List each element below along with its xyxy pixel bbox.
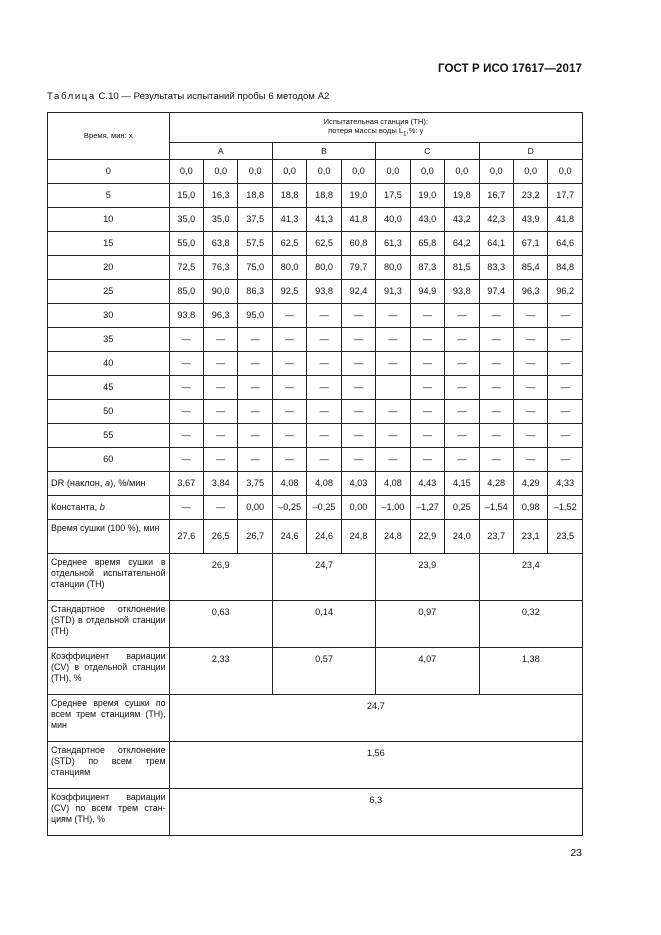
- overall-stat-row: [48, 742, 583, 789]
- table-row: [48, 280, 583, 304]
- table-row: [48, 160, 583, 184]
- value-cell: 43,2: [445, 208, 479, 232]
- value-cell: 0,0: [548, 160, 583, 184]
- constant-value: –1,52: [548, 496, 583, 520]
- time-cell: 20: [48, 256, 170, 280]
- value-cell: 97,4: [479, 280, 513, 304]
- value-cell: —: [513, 448, 547, 472]
- value-cell: 0,0: [169, 160, 203, 184]
- value-cell: —: [376, 400, 410, 424]
- value-cell: —: [272, 304, 306, 328]
- value-cell: —: [376, 448, 410, 472]
- value-cell: —: [341, 328, 375, 352]
- drying-time-value: 26,7: [238, 520, 272, 554]
- value-cell: 0,0: [513, 160, 547, 184]
- value-cell: 35,0: [204, 208, 238, 232]
- constant-value: 0,98: [513, 496, 547, 520]
- value-cell: 95,0: [238, 304, 272, 328]
- value-cell: 17,5: [376, 184, 410, 208]
- value-cell: —: [513, 400, 547, 424]
- value-cell: —: [479, 328, 513, 352]
- drying-time-value: 27,6: [169, 520, 203, 554]
- drying-time-value: 24,6: [307, 520, 341, 554]
- value-cell: —: [445, 352, 479, 376]
- time-cell: 50: [48, 400, 170, 424]
- time-cell: 0: [48, 160, 170, 184]
- value-cell: 42,3: [479, 208, 513, 232]
- constant-value: 0,00: [238, 496, 272, 520]
- value-cell: 63,8: [204, 232, 238, 256]
- station-stat-value: 1,38: [479, 648, 582, 695]
- value-cell: 90,0: [204, 280, 238, 304]
- dr-label: [48, 472, 170, 496]
- value-cell: 0,0: [376, 160, 410, 184]
- value-cell: 18,8: [307, 184, 341, 208]
- value-cell: 57,5: [238, 232, 272, 256]
- value-cell: 23,2: [513, 184, 547, 208]
- dr-value: 4,03: [341, 472, 375, 496]
- value-cell: —: [376, 352, 410, 376]
- caption-label: Таблица: [47, 91, 96, 102]
- station-c: C: [376, 143, 479, 160]
- value-cell: —: [445, 376, 479, 400]
- value-cell: —: [376, 328, 410, 352]
- value-cell: —: [238, 328, 272, 352]
- value-cell: —: [307, 448, 341, 472]
- value-cell: 60,8: [341, 232, 375, 256]
- table-row: [48, 376, 583, 400]
- overall-stat-row: [48, 789, 583, 836]
- value-cell: —: [307, 352, 341, 376]
- value-cell: —: [341, 400, 375, 424]
- value-cell: —: [272, 448, 306, 472]
- station-header-line1: Испытательная станция (ТН):: [323, 116, 428, 126]
- value-cell: 93,8: [169, 304, 203, 328]
- value-cell: —: [445, 304, 479, 328]
- station-header-line2-post: ,%: y: [406, 125, 424, 135]
- value-cell: —: [307, 424, 341, 448]
- value-cell: 18,8: [238, 184, 272, 208]
- overall-stat-label: Среднее время сушки по всем трем станциям (ТН), мин: [48, 695, 170, 742]
- value-cell: —: [272, 400, 306, 424]
- value-cell: —: [410, 448, 444, 472]
- value-cell: —: [341, 304, 375, 328]
- station-a: A: [169, 143, 272, 160]
- value-cell: 41,8: [341, 208, 375, 232]
- value-cell: 43,9: [513, 208, 547, 232]
- station-stat-value: 0,97: [376, 601, 479, 648]
- value-cell: 92,4: [341, 280, 375, 304]
- station-header: [169, 113, 582, 143]
- value-cell: —: [445, 424, 479, 448]
- value-cell: —: [204, 400, 238, 424]
- value-cell: —: [204, 448, 238, 472]
- drying-time-value: 24,8: [341, 520, 375, 554]
- value-cell: —: [238, 448, 272, 472]
- constant-row: [48, 496, 583, 520]
- value-cell: —: [479, 400, 513, 424]
- value-cell: —: [548, 328, 583, 352]
- value-cell: —: [307, 400, 341, 424]
- drying-time-value: 24,0: [445, 520, 479, 554]
- constant-label-pre: Константа,: [51, 501, 100, 512]
- value-cell: 96,2: [548, 280, 583, 304]
- table-row: [48, 232, 583, 256]
- drying-time-label: Время сушки (100 %), мин: [48, 520, 170, 554]
- station-header-line2-sub: 1: [403, 131, 407, 138]
- value-cell: —: [272, 424, 306, 448]
- value-cell: —: [513, 424, 547, 448]
- station-stat-value: 4,07: [376, 648, 479, 695]
- overall-stat-value: 1,56: [169, 742, 582, 789]
- station-stat-row: [48, 554, 583, 601]
- station-stat-label: Коэффициент вариации (CV) в отдельной станции (ТН), %: [48, 648, 170, 695]
- dr-value: 3,84: [204, 472, 238, 496]
- table-caption: [47, 91, 329, 102]
- value-cell: —: [410, 304, 444, 328]
- table-row: [48, 328, 583, 352]
- value-cell: 64,2: [445, 232, 479, 256]
- value-cell: 91,3: [376, 280, 410, 304]
- station-stat-value: 24,7: [272, 554, 375, 601]
- table-row: [48, 208, 583, 232]
- value-cell: —: [204, 376, 238, 400]
- value-cell: 0,0: [238, 160, 272, 184]
- station-stat-value: 26,9: [169, 554, 272, 601]
- value-cell: 76,3: [204, 256, 238, 280]
- value-cell: —: [204, 328, 238, 352]
- time-cell: 40: [48, 352, 170, 376]
- station-d: D: [479, 143, 582, 160]
- value-cell: —: [272, 376, 306, 400]
- value-cell: 64,1: [479, 232, 513, 256]
- value-cell: —: [445, 400, 479, 424]
- value-cell: 94,9: [410, 280, 444, 304]
- value-cell: 96,3: [204, 304, 238, 328]
- table-row: [48, 400, 583, 424]
- dr-value: 3,75: [238, 472, 272, 496]
- table-row: [48, 352, 583, 376]
- overall-stat-value: 24,7: [169, 695, 582, 742]
- value-cell: 0,0: [479, 160, 513, 184]
- dr-value: 3,67: [169, 472, 203, 496]
- station-stat-value: 0,63: [169, 601, 272, 648]
- station-stat-value: 0,32: [479, 601, 582, 648]
- dr-value: 4,08: [272, 472, 306, 496]
- constant-value: —: [169, 496, 203, 520]
- time-cell: 30: [48, 304, 170, 328]
- value-cell: 87,3: [410, 256, 444, 280]
- dr-label-var: a: [104, 477, 111, 488]
- value-cell: —: [548, 304, 583, 328]
- value-cell: 0,0: [410, 160, 444, 184]
- value-cell: —: [548, 376, 583, 400]
- drying-time-value: 23,1: [513, 520, 547, 554]
- table-row: [48, 424, 583, 448]
- value-cell: —: [307, 328, 341, 352]
- time-cell: 60: [48, 448, 170, 472]
- drying-time-value: 23,7: [479, 520, 513, 554]
- value-cell: —: [513, 304, 547, 328]
- value-cell: —: [548, 400, 583, 424]
- station-stat-value: 23,9: [376, 554, 479, 601]
- value-cell: —: [307, 304, 341, 328]
- value-cell: —: [513, 376, 547, 400]
- value-cell: —: [169, 328, 203, 352]
- overall-stat-row: [48, 695, 583, 742]
- header-row: [48, 113, 583, 143]
- value-cell: 80,0: [307, 256, 341, 280]
- value-cell: —: [410, 400, 444, 424]
- drying-time-value: 23,5: [548, 520, 583, 554]
- constant-value: –1,00: [376, 496, 410, 520]
- time-cell: 25: [48, 280, 170, 304]
- value-cell: 0,0: [272, 160, 306, 184]
- value-cell: 96,3: [513, 280, 547, 304]
- value-cell: —: [479, 352, 513, 376]
- value-cell: —: [513, 352, 547, 376]
- value-cell: —: [204, 352, 238, 376]
- dr-value: 4,08: [307, 472, 341, 496]
- value-cell: 0,0: [445, 160, 479, 184]
- constant-value: 0,00: [341, 496, 375, 520]
- value-cell: 35,0: [169, 208, 203, 232]
- value-cell: 80,0: [376, 256, 410, 280]
- dr-value: 4,43: [410, 472, 444, 496]
- value-cell: —: [272, 328, 306, 352]
- value-cell: 85,4: [513, 256, 547, 280]
- value-cell: 19,0: [341, 184, 375, 208]
- drying-time-value: 24,8: [376, 520, 410, 554]
- table-row: [48, 448, 583, 472]
- value-cell: 41,3: [307, 208, 341, 232]
- station-stat-value: 23,4: [479, 554, 582, 601]
- value-cell: —: [341, 424, 375, 448]
- station-header-line2: [170, 126, 582, 139]
- time-cell: 35: [48, 328, 170, 352]
- value-cell: 40,0: [376, 208, 410, 232]
- value-cell: 64,6: [548, 232, 583, 256]
- constant-value: –0,25: [272, 496, 306, 520]
- value-cell: 93,8: [307, 280, 341, 304]
- time-header: Время, мин: x: [48, 113, 170, 160]
- station-stat-row: [48, 601, 583, 648]
- time-cell: 55: [48, 424, 170, 448]
- value-cell: —: [376, 424, 410, 448]
- time-cell: 5: [48, 184, 170, 208]
- value-cell: 62,5: [307, 232, 341, 256]
- value-cell: 61,3: [376, 232, 410, 256]
- value-cell: —: [548, 352, 583, 376]
- value-cell: 37,5: [238, 208, 272, 232]
- value-cell: 41,8: [548, 208, 583, 232]
- value-cell: 0,0: [204, 160, 238, 184]
- value-cell: —: [479, 424, 513, 448]
- constant-label: [48, 496, 170, 520]
- value-cell: —: [479, 376, 513, 400]
- value-cell: —: [238, 424, 272, 448]
- dr-value: 4,08: [376, 472, 410, 496]
- dr-label-post: ), %/мин: [110, 477, 146, 488]
- value-cell: —: [410, 328, 444, 352]
- value-cell: —: [341, 376, 375, 400]
- drying-time-value: 22,9: [410, 520, 444, 554]
- table-row: [48, 304, 583, 328]
- value-cell: —: [238, 376, 272, 400]
- value-cell: 0,0: [307, 160, 341, 184]
- value-cell: 80,0: [272, 256, 306, 280]
- value-cell: —: [238, 352, 272, 376]
- value-cell: 0,0: [341, 160, 375, 184]
- station-stat-value: 0,57: [272, 648, 375, 695]
- results-table: [47, 112, 583, 836]
- value-cell: 16,3: [204, 184, 238, 208]
- value-cell: —: [445, 448, 479, 472]
- dr-value: 4,29: [513, 472, 547, 496]
- constant-value: 0,25: [445, 496, 479, 520]
- station-stat-row: [48, 648, 583, 695]
- station-stat-label: Стандартное отклонение (STD) в отдельной станции (ТН): [48, 601, 170, 648]
- dr-row: [48, 472, 583, 496]
- value-cell: 93,8: [445, 280, 479, 304]
- value-cell: —: [169, 424, 203, 448]
- value-cell: —: [169, 352, 203, 376]
- value-cell: —: [272, 352, 306, 376]
- value-cell: 55,0: [169, 232, 203, 256]
- caption-text: С.10 — Результаты испытаний пробы 6 методом А2: [95, 91, 330, 102]
- value-cell: [376, 376, 410, 400]
- station-stat-value: 2,33: [169, 648, 272, 695]
- time-cell: 45: [48, 376, 170, 400]
- value-cell: 17,7: [548, 184, 583, 208]
- station-b: B: [272, 143, 375, 160]
- station-stat-value: 0,14: [272, 601, 375, 648]
- value-cell: 79,7: [341, 256, 375, 280]
- value-cell: 43,0: [410, 208, 444, 232]
- value-cell: —: [548, 424, 583, 448]
- dr-value: 4,15: [445, 472, 479, 496]
- value-cell: —: [410, 376, 444, 400]
- table-row: [48, 184, 583, 208]
- value-cell: 18,8: [272, 184, 306, 208]
- value-cell: 16,7: [479, 184, 513, 208]
- value-cell: 19,0: [410, 184, 444, 208]
- page-number: 23: [570, 847, 582, 859]
- constant-value: –0,25: [307, 496, 341, 520]
- value-cell: —: [479, 304, 513, 328]
- overall-stat-value: 6,3: [169, 789, 582, 836]
- time-cell: 10: [48, 208, 170, 232]
- constant-value: –1,27: [410, 496, 444, 520]
- drying-time-value: 24,6: [272, 520, 306, 554]
- value-cell: 62,5: [272, 232, 306, 256]
- value-cell: 65,8: [410, 232, 444, 256]
- value-cell: —: [341, 448, 375, 472]
- value-cell: —: [204, 424, 238, 448]
- value-cell: 19,8: [445, 184, 479, 208]
- value-cell: —: [169, 448, 203, 472]
- value-cell: 67,1: [513, 232, 547, 256]
- value-cell: —: [513, 328, 547, 352]
- drying-time-value: 26,5: [204, 520, 238, 554]
- value-cell: 85,0: [169, 280, 203, 304]
- value-cell: 81,5: [445, 256, 479, 280]
- dr-label-pre: DR (наклон,: [51, 477, 105, 488]
- document-id: ГОСТ Р ИСО 17617—2017: [437, 63, 582, 75]
- value-cell: —: [410, 352, 444, 376]
- dr-value: 4,33: [548, 472, 583, 496]
- value-cell: —: [341, 352, 375, 376]
- time-cell: 15: [48, 232, 170, 256]
- value-cell: 92,5: [272, 280, 306, 304]
- dr-value: 4,28: [479, 472, 513, 496]
- value-cell: —: [410, 424, 444, 448]
- drying-time-row: [48, 520, 583, 554]
- value-cell: —: [445, 328, 479, 352]
- value-cell: —: [307, 376, 341, 400]
- table-row: [48, 256, 583, 280]
- station-header-line2-pre: потеря массы воды L: [328, 125, 404, 135]
- overall-stat-label: Коэффициент вариации (CV) по всем трем станциям (ТН), %: [48, 789, 170, 836]
- value-cell: —: [548, 448, 583, 472]
- constant-value: –1,54: [479, 496, 513, 520]
- value-cell: —: [169, 400, 203, 424]
- value-cell: 15,0: [169, 184, 203, 208]
- value-cell: —: [238, 400, 272, 424]
- value-cell: 83,3: [479, 256, 513, 280]
- value-cell: 75,0: [238, 256, 272, 280]
- value-cell: 72,5: [169, 256, 203, 280]
- constant-value: —: [204, 496, 238, 520]
- value-cell: —: [376, 304, 410, 328]
- value-cell: —: [479, 448, 513, 472]
- station-stat-label: Среднее время сушки в отдельной испытательной станции (ТН): [48, 554, 170, 601]
- value-cell: 41,3: [272, 208, 306, 232]
- constant-label-var: b: [99, 501, 105, 512]
- value-cell: 84,8: [548, 256, 583, 280]
- value-cell: —: [169, 376, 203, 400]
- value-cell: 86,3: [238, 280, 272, 304]
- overall-stat-label: Стандартное отклонение (STD) по всем трем станциям: [48, 742, 170, 789]
